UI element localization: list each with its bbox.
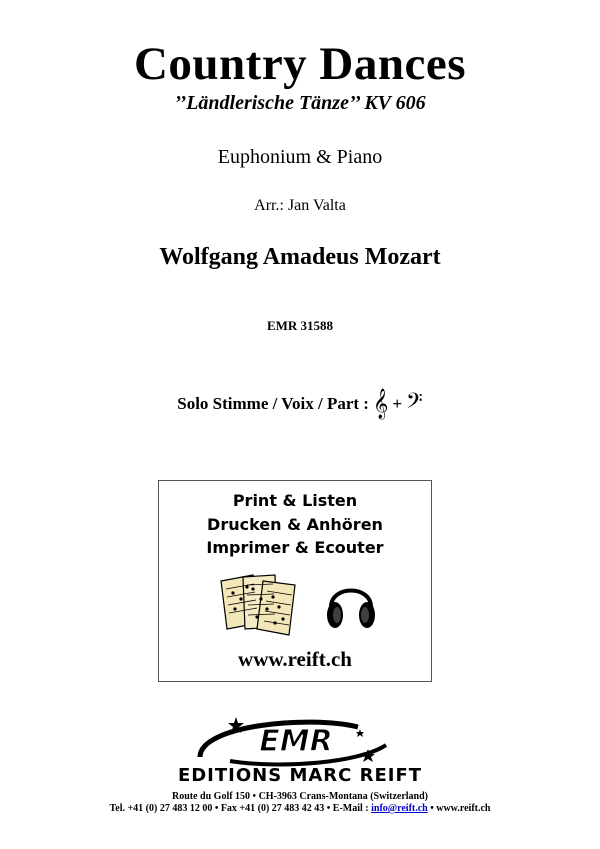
part-label: Solo Stimme / Voix / Part : xyxy=(177,394,369,413)
emr-logo-text: EMR xyxy=(259,724,333,759)
part-line xyxy=(0,389,600,419)
promo-line-french: Imprimer & Ecouter xyxy=(206,538,384,557)
print-listen-box[interactable] xyxy=(158,480,432,682)
composer: Wolfgang Amadeus Mozart xyxy=(159,244,441,270)
page-title: Country Dances xyxy=(133,38,467,90)
promo-line-english: Print & Listen xyxy=(232,491,358,510)
emr-logo xyxy=(190,715,400,767)
promo-line-german: Drucken & Anhören xyxy=(207,515,383,534)
contact-phone-fax: Tel. +41 (0) 27 483 12 00 • Fax +41 (0) 27 483 42 43 • E-Mail : xyxy=(109,803,372,814)
catalog-number: EMR 31588 xyxy=(266,318,334,333)
bass-clef-icon: 𝄢 xyxy=(406,389,423,419)
arranger: Arr.: Jan Valta xyxy=(254,197,346,214)
subtitle: ’’Ländlerische Tänze’’ KV 606 xyxy=(174,92,426,114)
email-link[interactable]: info@reift.ch xyxy=(371,803,428,814)
publisher-name: EDITIONS MARC REIFT xyxy=(177,765,423,786)
publisher-contact xyxy=(0,802,600,815)
treble-clef-icon: 𝄞 xyxy=(372,389,389,419)
promo-website-link[interactable]: www.reift.ch xyxy=(238,647,352,671)
sheet-music-icon xyxy=(217,571,299,637)
publisher-address: Route du Golf 150 • CH-3963 Crans-Montana (Switzerland) xyxy=(172,791,428,802)
plus-sign: + xyxy=(392,394,403,413)
headphones-icon xyxy=(325,577,377,633)
instrumentation: Euphonium & Piano xyxy=(217,146,383,168)
contact-website[interactable]: • www.reift.ch xyxy=(427,803,491,814)
